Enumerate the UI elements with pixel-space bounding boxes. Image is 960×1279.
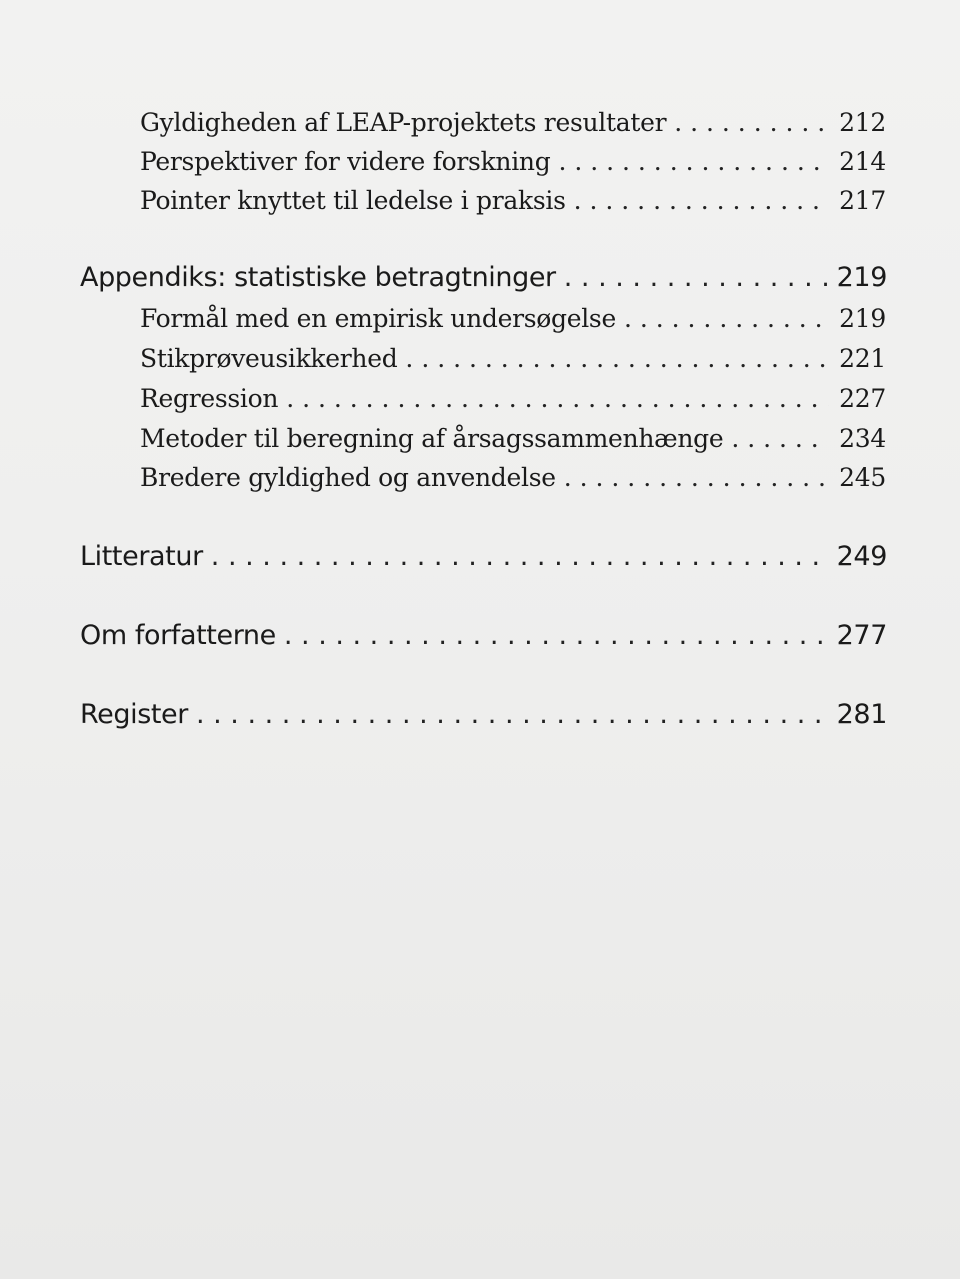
dot-leader	[211, 541, 827, 572]
toc-chapter-title: Register	[80, 699, 188, 730]
toc-chapter-title: Om forfatterne	[80, 620, 276, 651]
dot-leader	[564, 463, 829, 492]
dot-leader	[574, 186, 830, 215]
dot-leader	[731, 424, 829, 453]
toc-chapter	[80, 262, 887, 293]
toc-entry-title: Formål med en empirisk undersøgelse	[140, 304, 616, 333]
dot-leader	[286, 384, 829, 413]
toc-entry-title: Metoder til beregning af årsagssammenhænge	[140, 424, 724, 453]
toc-entry-page: 214	[839, 147, 886, 176]
dot-leader	[284, 620, 827, 651]
toc-chapter	[80, 620, 887, 651]
toc-entry-page: 245	[839, 463, 886, 492]
toc-entry	[140, 304, 886, 333]
dot-leader	[624, 304, 829, 333]
toc-entry-page: 212	[839, 108, 886, 137]
toc-entry	[140, 344, 886, 373]
dot-leader	[405, 344, 829, 373]
toc-chapter-page: 219	[836, 262, 887, 293]
dot-leader	[196, 699, 827, 730]
dot-leader	[564, 262, 827, 293]
toc-entry	[140, 384, 886, 413]
toc-chapter-page: 249	[836, 541, 887, 572]
toc-entry-page: 227	[839, 384, 886, 413]
toc-entry-page: 219	[839, 304, 886, 333]
toc-entry-title: Perspektiver for videre forskning	[140, 147, 551, 176]
toc-chapter	[80, 541, 887, 572]
toc-entry-title: Bredere gyldighed og anvendelse	[140, 463, 556, 492]
toc-chapter	[80, 699, 887, 730]
toc-entry-title: Pointer knyttet til ledelse i praksis	[140, 186, 566, 215]
dot-leader	[558, 147, 829, 176]
toc-chapter-title: Litteratur	[80, 541, 203, 572]
toc-chapter-title: Appendiks: statistiske betragtninger	[80, 262, 556, 293]
toc-entry	[140, 424, 886, 453]
toc-entry	[140, 147, 886, 176]
toc-entry-page: 217	[839, 186, 886, 215]
toc-entry-title: Regression	[140, 384, 279, 413]
toc-chapter-page: 277	[836, 620, 887, 651]
dot-leader	[674, 108, 829, 137]
toc-entry	[140, 108, 886, 137]
toc-entry-page: 221	[839, 344, 886, 373]
toc-chapter-page: 281	[836, 699, 887, 730]
toc-entry-page: 234	[839, 424, 886, 453]
toc-entry	[140, 186, 886, 215]
toc-entry-title: Stikprøveusikkerhed	[140, 344, 398, 373]
toc-entry	[140, 463, 886, 492]
toc-entry-title: Gyldigheden af LEAP-projektets resultater	[140, 108, 667, 137]
